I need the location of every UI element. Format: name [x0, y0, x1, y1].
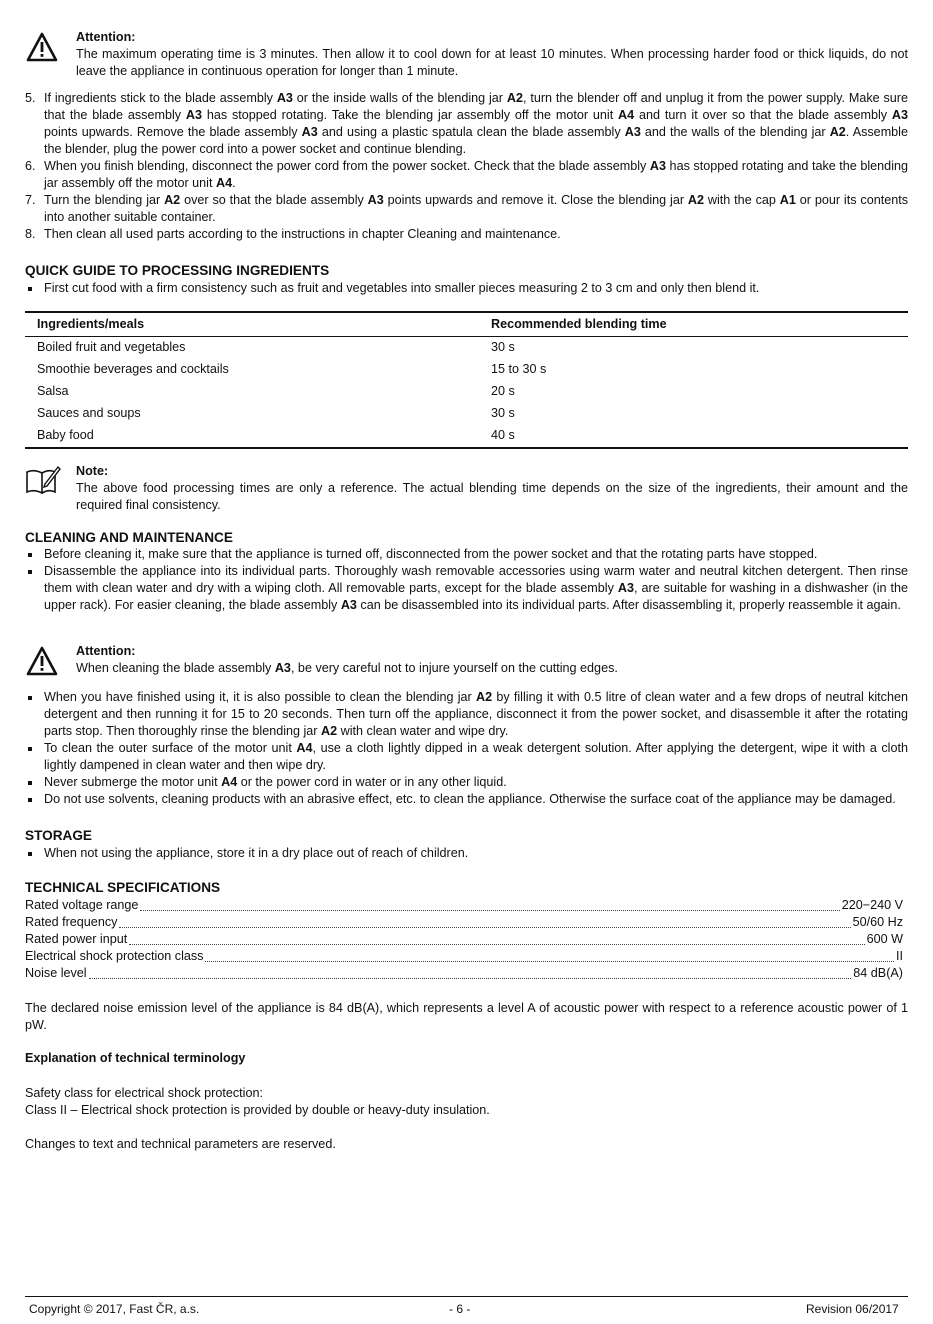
- spec-row-frequency: [25, 914, 903, 931]
- note-title: Note:: [76, 464, 109, 478]
- table-cell: Baby food: [25, 425, 479, 448]
- attention-title: Attention:: [76, 30, 136, 44]
- warning-triangle-icon: [26, 646, 58, 676]
- spec-row-voltage: [25, 897, 903, 914]
- cleaning-list-a: [25, 546, 908, 614]
- table-cell: Smoothie beverages and cocktails: [37, 362, 229, 376]
- terminology-heading: Explanation of technical terminology: [25, 1051, 246, 1065]
- spec-label: Rated frequency: [25, 915, 118, 929]
- cleaning-attention-text: When cleaning the blade assembly A3, be very careful not to injure yourself on the cutting edges.: [76, 661, 618, 675]
- list-item: To clean the outer surface of the motor unit A4, use a cloth lightly dipped in a weak detergent solution. After applying the detergent, wipe it with a cloth lightly dampened in clean water and then wipe dry.: [25, 740, 908, 774]
- quick-guide-list: [25, 280, 908, 297]
- spec-row-noise: [25, 965, 903, 982]
- table-row: [25, 425, 908, 448]
- spec-label: Rated power input: [25, 932, 128, 946]
- storage-list: [25, 845, 908, 862]
- attention-text: The maximum operating time is 3 minutes. Then allow it to cool down for at least 10 minutes. When processing harder food or thick liquids, do not leave the appliance in continuous operation for longer than 1 minute.: [76, 47, 908, 78]
- spec-row-power: [25, 931, 903, 948]
- list-item: Never submerge the motor unit A4 or the power cord in water or in any other liquid.: [25, 774, 908, 791]
- list-item: Before cleaning it, make sure that the appliance is turned off, disconnected from the power socket and that the rotating parts have stopped.: [25, 546, 908, 563]
- spec-label: Noise level: [25, 966, 87, 980]
- list-item: First cut food with a firm consistency such as fruit and vegetables into smaller pieces measuring 2 to 3 cm and only then blend it.: [25, 280, 908, 297]
- instruction-step: [25, 158, 908, 192]
- footer-divider: [25, 1296, 908, 1297]
- table-header-ingredients: Ingredients/meals: [25, 312, 479, 337]
- step-number: 8.: [25, 227, 36, 241]
- spec-value: 84 dB(A): [853, 966, 903, 980]
- instruction-step: [25, 226, 908, 243]
- footer-revision: Revision 06/2017: [806, 1302, 899, 1316]
- table-cell: 40 s: [479, 425, 908, 448]
- instruction-steps: [25, 90, 908, 243]
- step-text: When you finish blending, disconnect the power cord from the power socket. Check that the blade assembly A3 has stopped rotating and take the blending jar assembly off the motor unit A4.: [44, 159, 908, 190]
- list-item: When not using the appliance, store it in a dry place out of reach of children.: [25, 845, 908, 862]
- instruction-step: [25, 192, 908, 226]
- list-item: Do not use solvents, cleaning products with an abrasive effect, etc. to clean the appliance. Otherwise the surface coat of the appliance may be damaged.: [25, 791, 908, 808]
- tech-spec-heading: TECHNICAL SPECIFICATIONS: [25, 880, 221, 895]
- table-cell: Sauces and soups: [37, 406, 141, 420]
- spec-label: Rated voltage range: [25, 898, 139, 912]
- spec-value: II: [896, 949, 903, 963]
- safety-class-line-1: Safety class for electrical shock protection:: [25, 1086, 263, 1100]
- table-cell: 20 s: [491, 384, 515, 398]
- step-text: Turn the blending jar A2 over so that the blade assembly A3 points upwards and remove it. Close the blending jar A2 with the cap A1 or pour its contents into another suitable container.: [44, 193, 909, 224]
- spec-value: 50/60 Hz: [852, 915, 903, 929]
- list-item: Disassemble the appliance into its individual parts. Thoroughly wash removable accessories using warm water and neutral kitchen detergent. Then rinse them with clean water and dry with a wiping cloth. All removable parts, except for the blade assembly A3, are suitable for washing in a dishwasher (in the upper rack). For easier cleaning, the blade assembly A3 can be disassembled into its individual parts. After disassembling it, properly reassemble it again.: [25, 563, 908, 614]
- footer-page-number: - 6 -: [449, 1302, 471, 1316]
- spec-row-protection-class: [25, 948, 903, 965]
- note-text: The above food processing times are only a reference. The actual blending time depends on the size of the ingredients, their amount and the required final consistency.: [76, 481, 908, 512]
- cleaning-heading: CLEANING AND MAINTENANCE: [25, 530, 233, 545]
- table-row: [25, 381, 908, 403]
- reserved-notice: Changes to text and technical parameters are reserved.: [25, 1137, 336, 1151]
- table-cell: Salsa: [37, 384, 69, 398]
- step-number: 6.: [25, 159, 36, 173]
- cleaning-list-b: [25, 689, 908, 808]
- noise-statement: The declared noise emission level of the appliance is 84 dB(A), which represents a level A of acoustic power with respect to a reference acoustic power of 1 pW.: [25, 1001, 908, 1032]
- table-row: [25, 337, 908, 360]
- open-book-note-icon: [25, 464, 61, 496]
- blending-time-table: [25, 311, 908, 449]
- step-text: If ingredients stick to the blade assembly A3 or the inside walls of the blending jar A2, turn the blender off and unplug it from the power supply. Make sure that the blade assembly A3 has stopped rotating. Take the blending jar assembly off the motor unit A4 and turn it over so that the blade assembly A3 points upwards. Remove the blade assembly A3 and using a plastic spatula clean the blade assembly A3 and the walls of the blending jar A2. Assemble the blender, plug the power cord into a power socket and continue blending.: [44, 91, 909, 156]
- footer-copyright: Copyright © 2017, Fast ČR, a.s.: [29, 1302, 200, 1316]
- table-row: [25, 359, 908, 381]
- table-cell: Boiled fruit and vegetables: [37, 340, 186, 354]
- cleaning-attention-title: Attention:: [76, 644, 136, 658]
- step-text: Then clean all used parts according to the instructions in chapter Cleaning and maintenance.: [44, 227, 561, 241]
- storage-heading: STORAGE: [25, 828, 92, 843]
- warning-triangle-icon: [26, 32, 58, 62]
- table-cell: 30 s: [491, 406, 515, 420]
- spec-value: 220−240 V: [841, 898, 903, 912]
- table-cell: 30 s: [491, 340, 515, 354]
- step-number: 5.: [25, 91, 36, 105]
- safety-class-line-2: Class II – Electrical shock protection is provided by double or heavy-duty insulation.: [25, 1103, 490, 1117]
- table-cell: 15 to 30 s: [491, 362, 547, 376]
- spec-value: 600 W: [866, 932, 903, 946]
- quick-guide-heading: QUICK GUIDE TO PROCESSING INGREDIENTS: [25, 263, 330, 278]
- list-item: When you have finished using it, it is also possible to clean the blending jar A2 by filling it with 0.5 litre of clean water and a few drops of neutral kitchen detergent and then running it for 15 to 20 seconds. Then turn off the appliance, disconnect it from the power socket, and disassemble it after the rotating parts stop. Then thoroughly rinse the blending jar A2 with clean water and wipe dry.: [25, 689, 908, 740]
- spec-label: Electrical shock protection class: [25, 949, 204, 963]
- table-header-time: Recommended blending time: [479, 312, 908, 337]
- instruction-step: [25, 90, 908, 158]
- step-number: 7.: [25, 193, 36, 207]
- table-row: [25, 403, 908, 425]
